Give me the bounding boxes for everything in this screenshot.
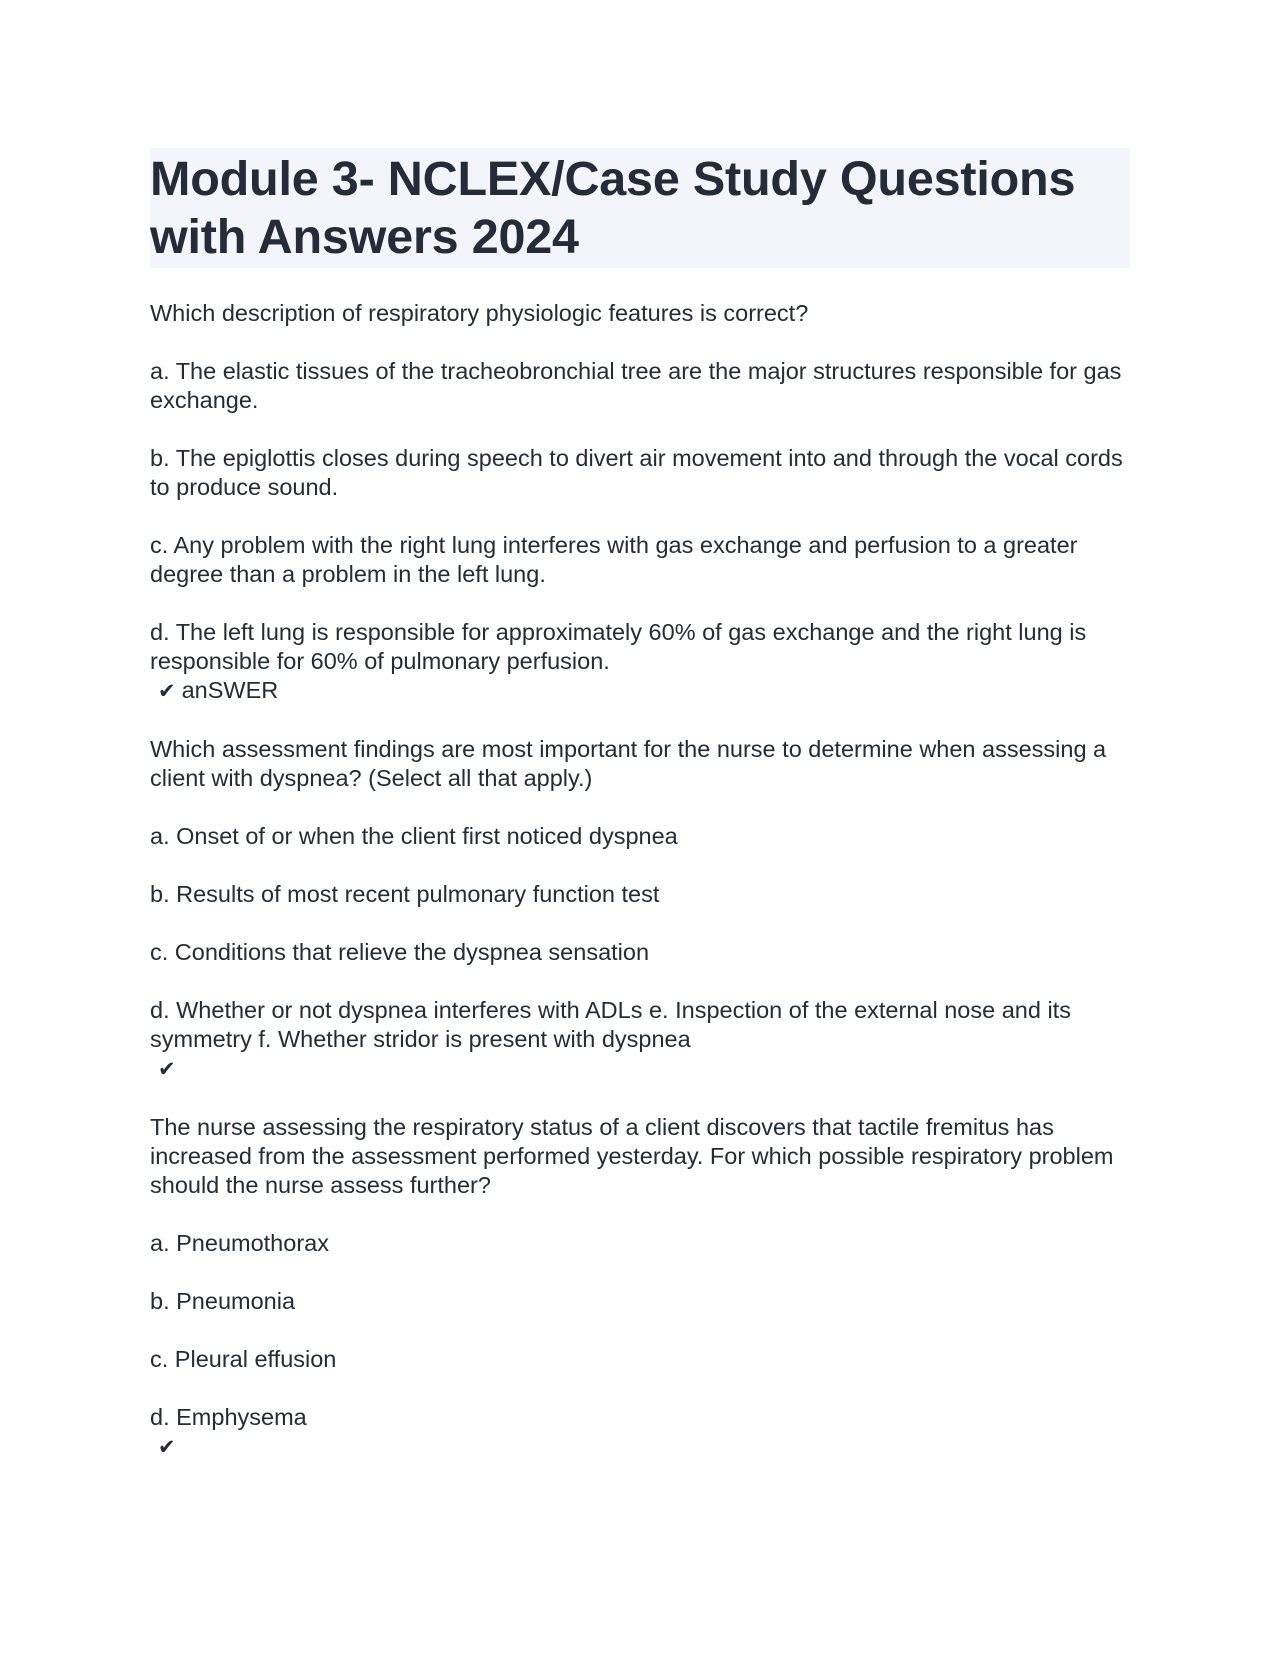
question-stem: Which assessment findings are most important for the nurse to determine when assessing a client with dyspnea? (Select all that apply.) [150, 736, 1107, 791]
check-icon: ✔ [158, 1057, 176, 1081]
answer-option: c. Any problem with the right lung interferes with gas exchange and perfusion to a greater degree than a problem in the left lung. [150, 532, 1078, 587]
answer-option: d. The left lung is responsible for approximately 60% of gas exchange and the right lung is responsible for 60% of pulmonary perfusion. [150, 619, 1087, 674]
answer-label: anSWER [181, 677, 279, 703]
check-icon: ✔ [158, 1435, 176, 1459]
check-icon: ✔ [158, 679, 176, 703]
question-block [150, 299, 1130, 706]
title-block [150, 148, 1130, 268]
answer-option: a. The elastic tissues of the tracheobronchial tree are the major structures responsible for gas exchange. [150, 358, 1122, 413]
answer-option: b. Pneumonia [150, 1288, 296, 1314]
answer-indicator [150, 1054, 1130, 1084]
answer-option: b. The epiglottis closes during speech to divert air movement into and through the vocal cords to produce sound. [150, 445, 1123, 500]
page-title: Module 3- NCLEX/Case Study Questions with Answers 2024 [150, 152, 1076, 264]
answer-option: c. Pleural effusion [150, 1346, 337, 1372]
question-block [150, 735, 1130, 1084]
question-block [150, 1113, 1130, 1462]
question-stem: The nurse assessing the respiratory status of a client discovers that tactile fremitus has increased from the assessment performed yesterday. For which possible respiratory problem should the nurse assess further? [150, 1114, 1114, 1198]
answer-option: c. Conditions that relieve the dyspnea sensation [150, 939, 650, 965]
question-stem: Which description of respiratory physiologic features is correct? [150, 300, 809, 326]
answer-indicator [150, 1432, 1130, 1462]
answer-indicator [150, 676, 1130, 706]
answer-option: d. Whether or not dyspnea interferes with ADLs e. Inspection of the external nose and its symmetry f. Whether stridor is present with dyspnea [150, 997, 1071, 1052]
answer-option: a. Pneumothorax [150, 1230, 329, 1256]
answer-option: d. Emphysema [150, 1404, 307, 1430]
answer-option: b. Results of most recent pulmonary function test [150, 881, 660, 907]
answer-option: a. Onset of or when the client first noticed dyspnea [150, 823, 678, 849]
document-page [150, 148, 1130, 1491]
